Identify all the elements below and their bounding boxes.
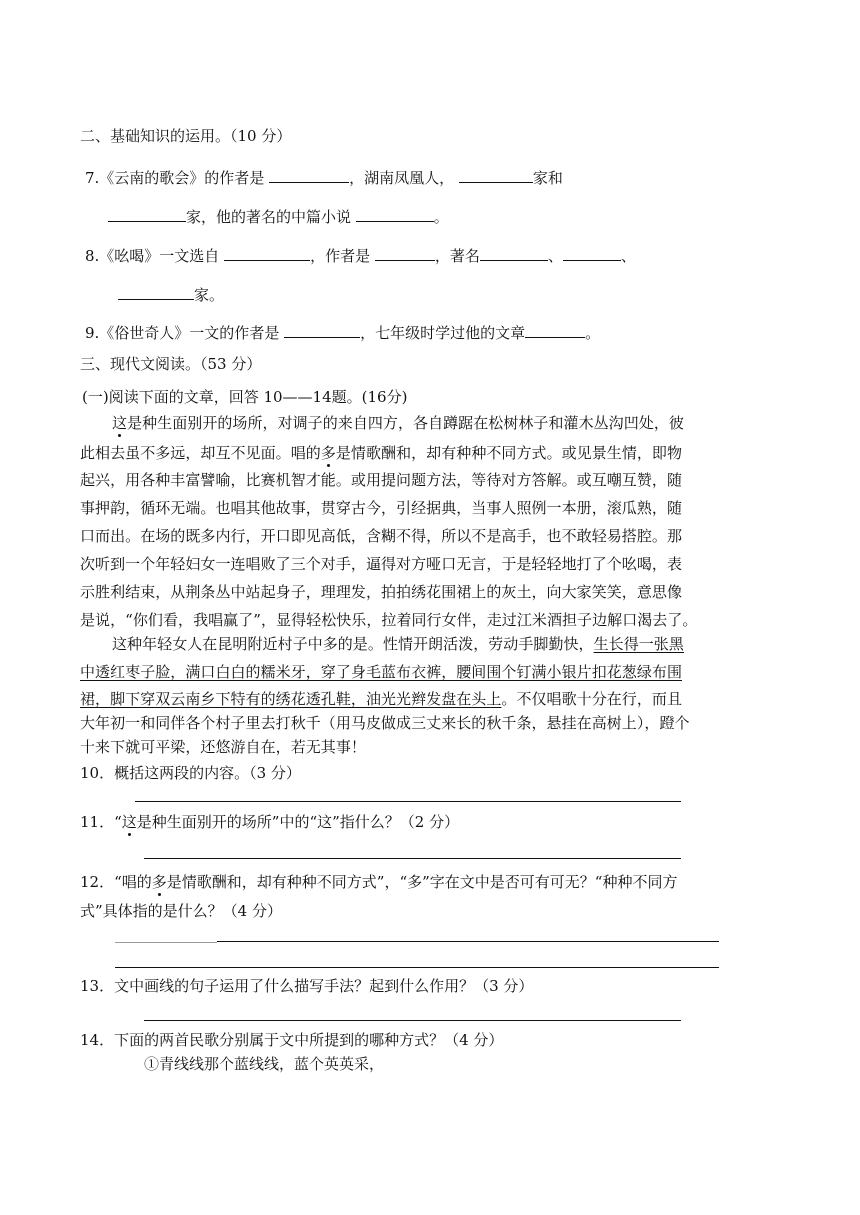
q8-title2-blank[interactable] <box>563 246 621 261</box>
section3-subheading: (一)阅读下面的文章，回答 10——14题。(16分) <box>82 388 408 406</box>
question-12-line2: 式”具体指的是什么？（4 分） <box>80 902 282 920</box>
emphasis-dot-char: 多 <box>320 444 336 462</box>
question-11: 11．“这是种生面别开的场所”中的“这”指什么？（2 分） <box>80 813 460 831</box>
question-10: 10．概括这两段的内容。（3 分） <box>80 764 301 782</box>
q12-answer-line-1[interactable] <box>217 941 719 942</box>
emphasis-dot-char: 这 <box>121 813 137 831</box>
question-12-line1: 12．“唱的多是情歌酬和，却有种种不同方式”，“多”字在文中是否可有可无？“种种不同方 <box>80 873 678 891</box>
q7-author-blank[interactable] <box>269 168 349 183</box>
passage-line: 口而出。在场的既多内行，开口即见高低，含糊不得，所以不是高手，也不敢轻易搭腔。那 <box>80 527 683 545</box>
passage-line: 十来下就可平梁，还悠游自在，若无其事！ <box>80 738 366 756</box>
passage-line: 事押韵，循环无端。也唱其他故事，贯穿古今，引经据典，当事人照例一本册，滚瓜熟，随 <box>80 499 683 517</box>
section2-heading: 二、基础知识的运用。（10 分） <box>80 127 292 145</box>
question-13: 13．文中画线的句子运用了什么描写手法？起到什么作用？（3 分） <box>80 977 534 995</box>
q13-answer-line[interactable] <box>144 1020 681 1021</box>
question-8-line2: 家。 <box>118 285 224 305</box>
passage-line: 这是种生面别开的场所，对调子的来自四方，各自蹲踞在松树林子和灌木丛沟凹处，彼 <box>112 414 684 432</box>
passage-line: 这种年轻女人在昆明附近村子中多的是。性情开朗活泼，劳动手脚勤快，生长得一张黑 <box>112 635 684 653</box>
underlined-sentence: 裙，脚下穿双云南乡下特有的绣花透孔鞋，油光光辫发盘在头上 <box>80 690 502 708</box>
q11-answer-line[interactable] <box>144 858 681 859</box>
q9-article-blank[interactable] <box>525 323 585 338</box>
passage-line: 次听到一个年轻妇女一连唱败了三个对手，逼得对方哑口无言，于是轻轻地打了个吆喝，表 <box>80 555 683 573</box>
q10-answer-line[interactable] <box>135 801 681 802</box>
q12-answer-line-2[interactable] <box>115 967 719 968</box>
emphasis-dot-char: 多 <box>151 873 167 891</box>
q9-author-blank[interactable] <box>284 323 360 338</box>
underlined-sentence: 中透红枣子脸，满口白白的糯米牙，穿了身毛蓝布衣裤，腰间围个钉满小银片扣花葱绿布围 <box>80 663 683 681</box>
question-7-line1: 7.《云南的歌会》的作者是 ，湖南凤凰人， 家和 <box>85 169 563 187</box>
q8-title1-blank[interactable] <box>480 246 548 261</box>
passage-line: 起兴，用各种丰富譬喻，比赛机智才能。或用提问题方法，等待对方答解。或互嘲互赞，随 <box>80 471 683 489</box>
passage-line: 裙，脚下穿双云南乡下特有的绣花透孔鞋，油光光辫发盘在头上。不仅唱歌十分在行，而且 <box>80 690 683 708</box>
emphasis-dot-char: 这 <box>112 414 128 432</box>
question-7-line2: 家，他的著名的中篇小说 。 <box>108 207 449 227</box>
folk-song-1: ①青线线那个蓝线线，蓝个英英采， <box>144 1055 385 1073</box>
passage-line: 此相去虽不多远，却互不见面。唱的多是情歌酬和，却有种种不同方式。或见景生情，即物 <box>80 444 683 462</box>
q7-profession2-blank[interactable] <box>108 207 186 222</box>
passage-line: 大年初一和同伴各个村子里去打秋千（用马皮做成三丈来长的秋千条，悬挂在高树上），蹬个 <box>80 714 690 732</box>
question-14: 14．下面的两首民歌分别属于文中所提到的哪种方式？（4 分） <box>80 1031 504 1049</box>
q12-answer-line-start[interactable] <box>115 942 217 943</box>
passage-line: 示胜利结束，从荆条丛中站起身子，理理发，拍拍绣花围裙上的灰土，向大家笑笑，意思像 <box>80 583 683 601</box>
underlined-sentence: 生长得一张黑 <box>593 635 684 653</box>
question-9: 9.《俗世奇人》一文的作者是 ，七年级时学过他的文章 。 <box>85 324 601 342</box>
q8-source-blank[interactable] <box>224 246 310 261</box>
section3-heading: 三、现代文阅读。（53 分） <box>80 355 262 373</box>
question-8-line1: 8.《吆喝》一文选自 ，作者是 ，著名 、 、 <box>85 247 636 265</box>
passage-line: 是说，“你们看，我唱赢了”，显得轻松快乐，拉着同行女伴，走过江米酒担子边解口渴去了。 <box>80 611 698 629</box>
q8-author-blank[interactable] <box>375 246 435 261</box>
q7-profession1-blank[interactable] <box>459 168 533 183</box>
q7-novel-blank[interactable] <box>356 207 434 222</box>
passage-line <box>80 662 780 682</box>
q8-title3-blank[interactable] <box>118 285 194 300</box>
